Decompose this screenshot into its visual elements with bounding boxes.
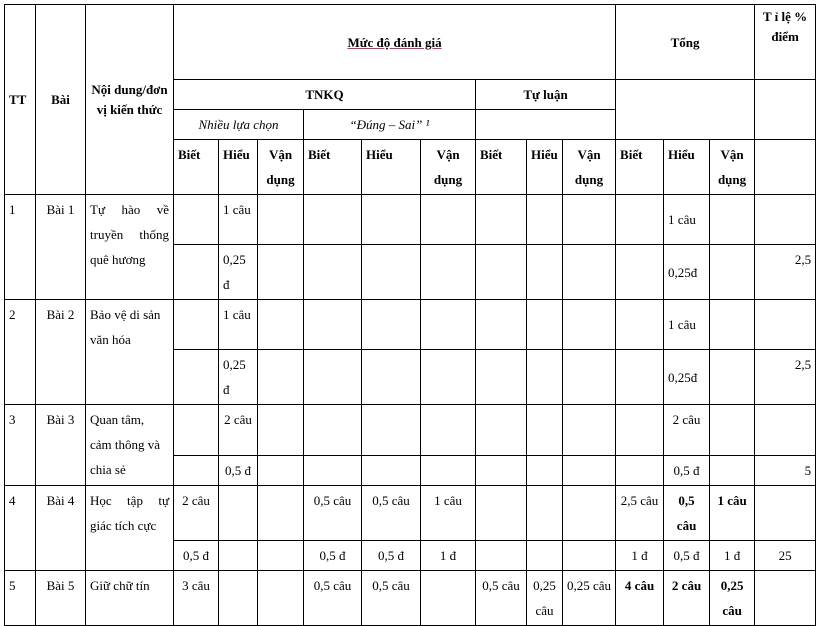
table-cell [527,456,563,486]
header-van-dung-1: Vận dụng [258,140,304,195]
table-cell: 0,25 câu [563,571,616,626]
row-noi-dung: Học tập tự giác tích cực [86,486,174,571]
table-cell [476,350,527,405]
table-cell [421,300,476,350]
table-cell [258,456,304,486]
row-bai: Bài 1 [36,195,86,300]
table-cell: 2 câu [664,405,710,456]
table-cell: 1 câu [710,486,755,541]
table-cell [476,541,527,571]
header-tu-luan-sub-empty [476,110,616,140]
table-cell: 0,5 đ [664,456,710,486]
table-cell: 0,25đ [664,245,710,300]
table-cell [527,541,563,571]
header-van-dung-4: Vận dụng [710,140,755,195]
table-cell [563,245,616,300]
header-biet-4: Biết [616,140,664,195]
table-cell: 1 đ [616,541,664,571]
table-cell: 2,5 [755,350,816,405]
table-cell [476,300,527,350]
table-cell: 0,5 câu [362,486,421,541]
table-cell [258,541,304,571]
table-cell [563,405,616,456]
table-cell [710,300,755,350]
table-cell [710,350,755,405]
table-cell: 0,5 đ [174,541,219,571]
table-cell [174,456,219,486]
table-cell [174,195,219,245]
table-cell: 2 câu [219,405,258,456]
table-cell [362,195,421,245]
header-tong-empty [616,80,755,140]
table-cell [304,456,362,486]
row-tt: 3 [5,405,36,486]
row-noi-dung: Tự hào về truyền thống quê hương [86,195,174,300]
table-cell [616,350,664,405]
table-cell [527,350,563,405]
table-cell [219,541,258,571]
table-cell: 0,5 đ [219,456,258,486]
table-cell: 1 câu [219,195,258,245]
table-cell [258,245,304,300]
table-cell: 1 câu [421,486,476,541]
table-cell [710,195,755,245]
table-cell: 0,5 câu [304,571,362,626]
table-cell [258,300,304,350]
header-tu-luan: Tự luận [476,80,616,110]
table-cell: 0,5 câu [664,486,710,541]
table-cell: 0,5 đ [362,541,421,571]
table-cell [219,486,258,541]
table-cell [755,405,816,456]
table-cell [421,195,476,245]
table-cell: 0,5 câu [304,486,362,541]
table-cell: 2,5 câu [616,486,664,541]
row-bai: Bài 4 [36,486,86,571]
header-van-dung-3: Vận dụng [563,140,616,195]
table-cell [258,195,304,245]
row-noi-dung: Quan tâm, cảm thông và chia sẻ [86,405,174,486]
header-biet-2: Biết [304,140,362,195]
header-biet-1: Biết [174,140,219,195]
table-cell: 2 câu [174,486,219,541]
row-tt: 4 [5,486,36,571]
table-cell [258,571,304,626]
table-cell [476,245,527,300]
header-tnkq: TNKQ [174,80,476,110]
header-biet-3: Biết [476,140,527,195]
table-cell [616,456,664,486]
table-cell [362,245,421,300]
table-cell [710,456,755,486]
table-cell [527,245,563,300]
table-cell: 25 [755,541,816,571]
table-cell [563,195,616,245]
table-cell [527,195,563,245]
table-cell: 0,5 đ [664,541,710,571]
table-cell [563,350,616,405]
header-ti-le-empty [755,80,816,140]
header-nhieu-lua-chon: Nhiều lựa chọn [174,110,304,140]
table-cell [421,456,476,486]
table-cell [362,456,421,486]
header-ti-le: T ỉ lệ % điểm [755,5,816,80]
header-ti-le-sub-empty [755,140,816,195]
table-cell: 0,5 đ [304,541,362,571]
table-cell [304,350,362,405]
table-cell: 5 [755,456,816,486]
table-cell [174,405,219,456]
table-cell [258,405,304,456]
table-cell: 1 câu [664,300,710,350]
row-tt: 2 [5,300,36,405]
header-dung-sai: “Đúng – Sai” ¹ [304,110,476,140]
row-bai: Bài 3 [36,405,86,486]
table-cell [476,405,527,456]
table-cell [258,486,304,541]
table-cell [527,486,563,541]
table-cell [476,456,527,486]
table-cell [362,350,421,405]
table-cell [362,300,421,350]
table-cell [710,245,755,300]
table-cell: 1 đ [421,541,476,571]
table-cell [304,300,362,350]
table-cell [755,486,816,541]
table-cell [563,541,616,571]
table-cell [219,571,258,626]
table-cell: 0,25 câu [527,571,563,626]
header-tong: Tổng [616,5,755,80]
assessment-matrix-table [4,4,816,626]
header-muc-do: Mức độ đánh giá [174,5,616,80]
header-bai: Bài [36,5,86,195]
table-cell: 0,5 câu [476,571,527,626]
table-cell: 1 câu [219,300,258,350]
table-cell: 0,25đ [664,350,710,405]
table-cell: 0,25 đ [219,245,258,300]
table-cell: 2,5 [755,245,816,300]
table-cell: 3 câu [174,571,219,626]
table-cell [563,300,616,350]
table-cell: 1 câu [664,195,710,245]
table-cell: 0,5 câu [362,571,421,626]
header-noi-dung: Nội dung/đơn vị kiến thức [86,5,174,195]
row-tt: 1 [5,195,36,300]
table-cell [304,405,362,456]
row-noi-dung: Bảo vệ di sản văn hóa [86,300,174,405]
row-tt: 5 [5,571,36,626]
table-cell [563,486,616,541]
table-cell [304,245,362,300]
table-cell [563,456,616,486]
header-hieu-1: Hiểu [219,140,258,195]
table-cell [616,405,664,456]
table-cell [174,300,219,350]
table-cell [421,245,476,300]
header-hieu-4: Hiểu [664,140,710,195]
table-cell [616,195,664,245]
table-cell [755,195,816,245]
table-cell [304,195,362,245]
table-cell: 4 câu [616,571,664,626]
table-cell [476,195,527,245]
table-cell [174,245,219,300]
table-cell [421,405,476,456]
table-cell [755,571,816,626]
table-cell [476,486,527,541]
header-van-dung-2: Vận dụng [421,140,476,195]
table-cell [362,405,421,456]
table-cell [527,405,563,456]
header-tt: TT [5,5,36,195]
header-hieu-3: Hiểu [527,140,563,195]
table-cell [527,300,563,350]
table-cell [258,350,304,405]
table-cell [710,405,755,456]
table-cell: 2 câu [664,571,710,626]
row-bai: Bài 5 [36,571,86,626]
table-cell [616,245,664,300]
header-hieu-2: Hiểu [362,140,421,195]
table-cell [421,571,476,626]
table-cell [174,350,219,405]
table-cell: 1 đ [710,541,755,571]
row-noi-dung: Giữ chữ tín [86,571,174,626]
table-cell: 0,25 đ [219,350,258,405]
table-cell: 0,25 câu [710,571,755,626]
table-cell [616,300,664,350]
table-cell [755,300,816,350]
row-bai: Bài 2 [36,300,86,405]
table-cell [421,350,476,405]
